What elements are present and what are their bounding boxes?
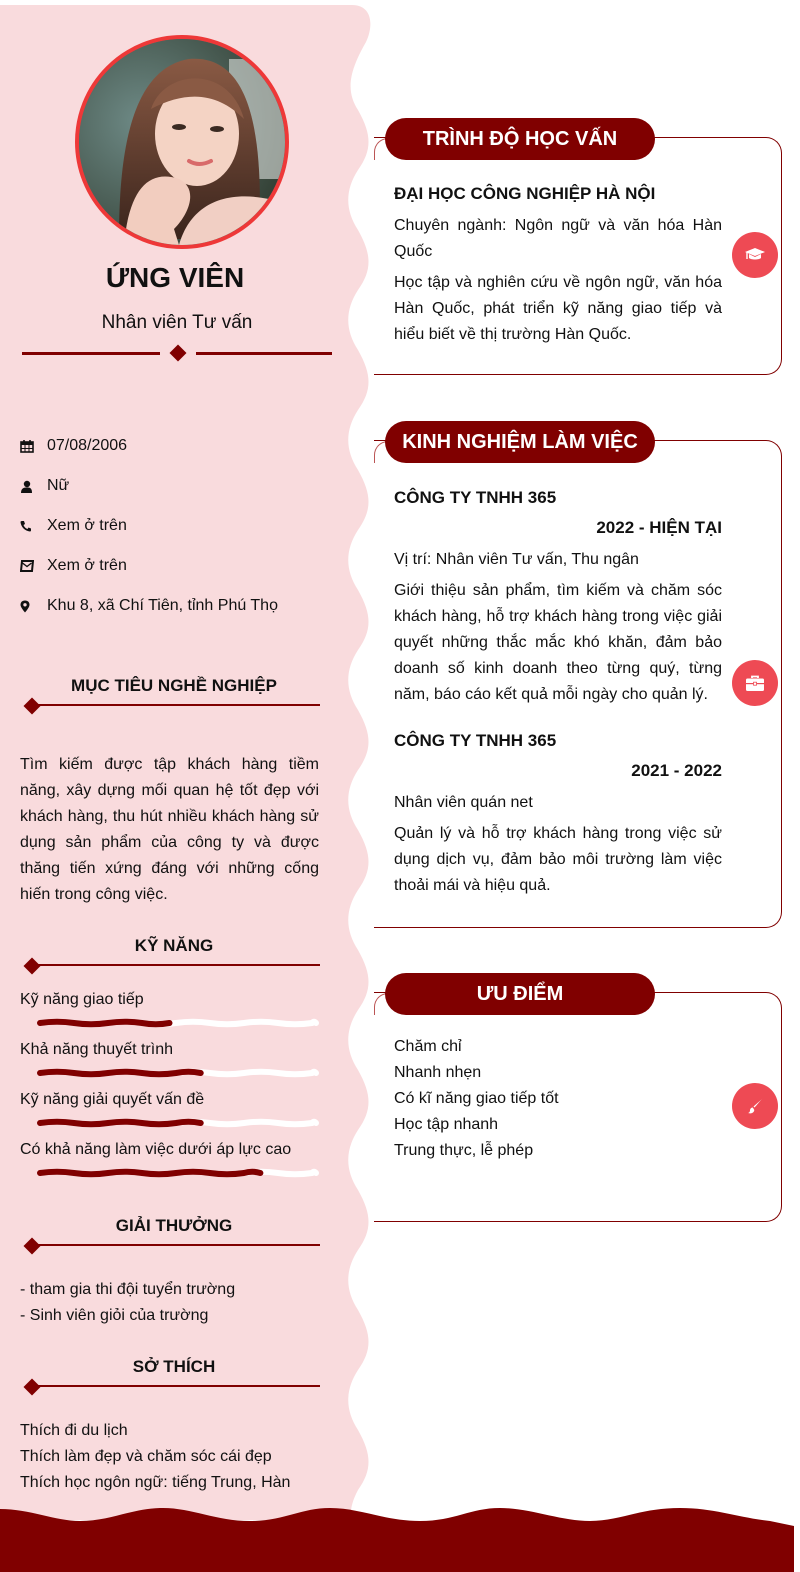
hobbies-title: SỞ THÍCH xyxy=(132,1357,216,1376)
map-marker-icon xyxy=(20,600,47,613)
experience-card xyxy=(374,421,782,928)
job-company: CÔNG TY TNHH 365 xyxy=(394,488,557,507)
strengths-list xyxy=(394,1034,722,1164)
contact-phone xyxy=(20,506,340,546)
contact-birthday xyxy=(20,426,340,466)
skills-header xyxy=(24,936,320,966)
hobby-item: Thích đi du lịch xyxy=(20,1422,128,1439)
hobbies-underline xyxy=(34,1385,320,1387)
skill-item xyxy=(20,1141,320,1163)
phone-value: Xem ở trên xyxy=(47,517,127,534)
award-item: - Sinh viên giỏi của trường xyxy=(20,1307,209,1324)
award-item: - tham gia thi đội tuyển trường xyxy=(20,1281,236,1298)
name-divider-right xyxy=(196,352,332,355)
education-card xyxy=(374,118,782,375)
awards-header xyxy=(24,1216,320,1246)
job-company: CÔNG TY TNHH 365 xyxy=(394,731,557,750)
candidate-name: ỨNG VIÊN xyxy=(105,262,245,293)
contact-email xyxy=(20,546,340,586)
name-divider-left xyxy=(22,352,160,355)
gender-value: Nữ xyxy=(47,477,70,494)
strength-item: Có kĩ năng giao tiếp tốt xyxy=(394,1090,559,1107)
contact-address xyxy=(20,586,340,626)
skill-label: Có khả năng làm việc dưới áp lực cao xyxy=(20,1141,292,1158)
strength-item: Trung thực, lễ phép xyxy=(394,1142,534,1159)
skill-bar xyxy=(36,1167,320,1179)
objective-title: MỤC TIÊU NGHỀ NGHIỆP xyxy=(71,676,277,695)
strength-item: Học tập nhanh xyxy=(394,1116,499,1133)
awards-underline xyxy=(34,1244,320,1246)
phone-icon xyxy=(20,520,47,532)
contact-gender xyxy=(20,466,340,506)
skill-label: Khả năng thuyết trình xyxy=(20,1041,173,1058)
contact-info xyxy=(20,426,340,626)
job-item xyxy=(394,728,722,899)
education-major: Chuyên ngành: Ngôn ngữ và văn hóa Hàn Quốc xyxy=(394,217,722,260)
education-title: TRÌNH ĐỘ HỌC VẤN xyxy=(385,118,655,160)
skill-item xyxy=(20,991,320,1013)
experience-title: KINH NGHIỆM LÀM VIỆC xyxy=(385,421,655,463)
avatar xyxy=(75,35,289,249)
strength-item: Nhanh nhẹn xyxy=(394,1064,482,1081)
hobbies-header xyxy=(24,1357,320,1387)
objective-text: Tìm kiếm được tập khách hàng tiềm năng, xây dựng mối quan hệ tốt đẹp với khách hàng, thu hút nhiều khách hàng sử dụng sản phẩm của công ty và được thăng tiến xứng đáng với những cống hiến trong công việc. xyxy=(20,756,319,903)
birthday-value: 07/08/2006 xyxy=(47,437,128,454)
job-period: 2022 - HIỆN TẠI xyxy=(596,518,722,537)
email-value: Xem ở trên xyxy=(47,557,127,574)
paint-brush-icon xyxy=(732,1083,778,1129)
school-name: ĐẠI HỌC CÔNG NGHIỆP HÀ NỘI xyxy=(394,184,656,203)
experience-body xyxy=(394,485,722,899)
address-value: Khu 8, xã Chí Tiên, tỉnh Phú Thọ xyxy=(47,597,278,614)
strengths-title: ƯU ĐIỂM xyxy=(385,973,655,1015)
education-body xyxy=(394,181,722,348)
job-description: Giới thiệu sản phẩm, tìm kiếm và chăm sóc khách hàng, hỗ trợ khách hàng trong việc giải quyết những thắc mắc khó khăn, đảm bảo doanh số kinh doanh theo từng quý, từng năm, báo cáo kết quả mỗi ngày cho quản lý. xyxy=(394,582,722,703)
candidate-role: Nhân viên Tư vấn xyxy=(101,312,253,333)
skill-item xyxy=(20,1091,320,1113)
footer-wave xyxy=(0,1500,794,1572)
job-period: 2021 - 2022 xyxy=(631,761,722,780)
job-description: Quản lý và hỗ trợ khách hàng trong việc sử dụng dịch vụ, đảm bảo môi trường làm việc thoải mái và hiệu quả. xyxy=(394,825,722,894)
candidate-photo xyxy=(79,39,285,245)
skill-bar xyxy=(36,1017,320,1029)
skill-label: Kỹ năng giải quyết vấn đề xyxy=(20,1091,205,1108)
skills-underline xyxy=(34,964,320,966)
hobbies-list xyxy=(20,1418,340,1496)
briefcase-icon xyxy=(732,660,778,706)
graduation-cap-icon xyxy=(732,232,778,278)
job-position: Vị trí: Nhân viên Tư vấn, Thu ngân xyxy=(394,551,639,568)
skills-title: KỸ NĂNG xyxy=(134,936,214,955)
education-description: Học tập và nghiên cứu về ngôn ngữ, văn hóa Hàn Quốc, phát triển kỹ năng giao tiếp và hiểu biết về thị trường Hàn Quốc. xyxy=(394,274,722,343)
user-icon xyxy=(20,480,47,493)
objective-header xyxy=(24,676,320,706)
skill-item xyxy=(20,1041,320,1063)
hobby-item: Thích học ngôn ngữ: tiếng Trung, Hàn xyxy=(20,1474,291,1491)
job-position: Nhân viên quán net xyxy=(394,794,533,811)
skill-label: Kỹ năng giao tiếp xyxy=(20,991,144,1008)
calendar-icon xyxy=(20,439,47,453)
strength-item: Chăm chỉ xyxy=(394,1038,462,1055)
hobby-item: Thích làm đẹp và chăm sóc cái đẹp xyxy=(20,1448,272,1465)
objective-underline xyxy=(34,704,320,706)
envelope-icon xyxy=(20,560,47,572)
awards-list xyxy=(20,1277,340,1329)
skill-bar xyxy=(36,1067,320,1079)
awards-title: GIẢI THƯỞNG xyxy=(115,1216,233,1235)
job-item xyxy=(394,485,722,708)
skill-bar xyxy=(36,1117,320,1129)
strengths-card xyxy=(374,973,782,1222)
